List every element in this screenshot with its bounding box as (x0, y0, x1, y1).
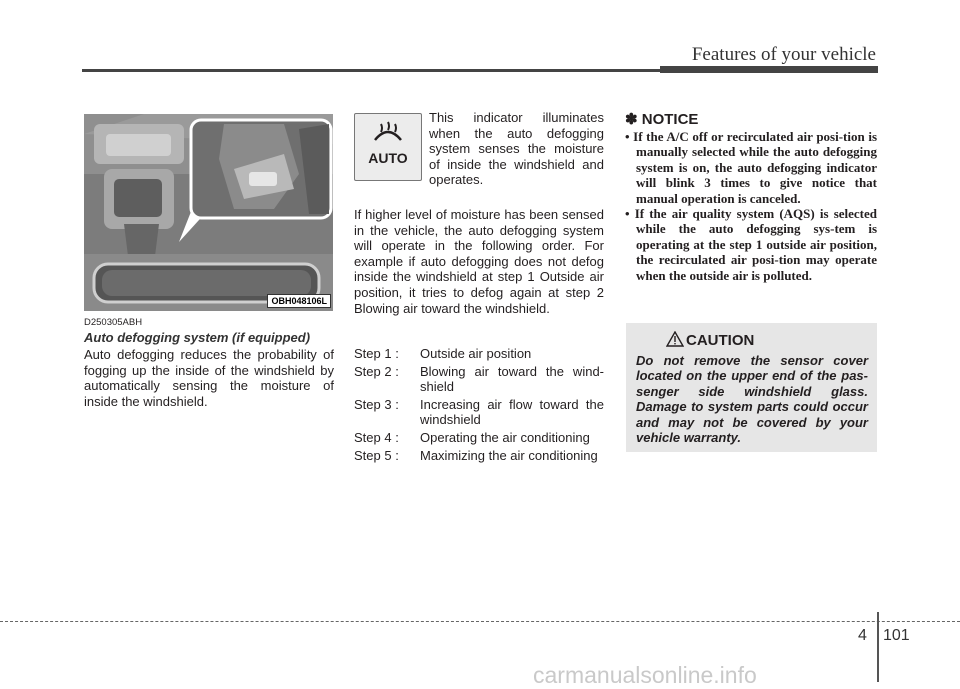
footer-divider (877, 612, 879, 682)
auto-defog-indicator (354, 113, 422, 181)
page-number: 101 (883, 627, 910, 644)
step-label: Step 3 : (354, 396, 399, 412)
notice-title: ✽ NOTICE (625, 111, 699, 128)
auto-defog-icon (355, 114, 421, 154)
caution-text: Do not remove the sensor cover located on the upper end of the pas-senger side windshield glass. Damage to system parts could occur and may not be covered by your vehicle warranty. (636, 353, 868, 446)
step-desc: Operating the air conditioning (420, 429, 590, 445)
step-label: Step 4 : (354, 429, 399, 445)
steps-list (354, 346, 604, 465)
step-desc: Outside air position (420, 346, 532, 361)
step-desc: Maximizing the air conditioning (420, 447, 598, 463)
step-item (354, 430, 604, 446)
chapter-number: 4 (858, 627, 867, 644)
step-item (354, 448, 604, 464)
caution-title: CAUTION (686, 332, 755, 349)
step-label: Step 5 : (354, 447, 399, 463)
watermark: carmanualsonline.info (533, 662, 757, 688)
rearview-mirror-figure (84, 114, 333, 311)
notice-list (625, 129, 877, 283)
notice-item: • If the A/C off or recirculated air posi-tion is manually selected while the auto defogging system is on, the auto defogging indicator will blink 3 times to give notice that manual operation is canceled. (625, 129, 877, 206)
figure-illustration (84, 114, 333, 311)
footer-rule (0, 621, 960, 622)
page-header-title: Features of your vehicle (691, 44, 876, 65)
notice-item: • If the air quality system (AQS) is selected while the auto defogging sys-tem is operating at the step 1 outside air position, the recirculated air posi-tion may operate when the outside air is polluted. (625, 206, 877, 283)
moisture-paragraph: If higher level of moisture has been sensed in the vehicle, the auto defogging system will operate in the following order. For example if auto defogging does not defog inside the windshield at step 1 Outside air position, it tries to defog again at step 2 Blowing air toward the windshield. (354, 207, 604, 316)
intro-paragraph: Auto defogging reduces the probability of fogging up the inside of the windshield by automatically sensing the moisture of inside the windshield. (84, 347, 334, 409)
section-heading: Auto defogging system (if equipped) (84, 330, 311, 345)
section-code: D250305ABH (84, 317, 143, 328)
step-label: Step 1 : (354, 346, 399, 361)
step-desc: Blowing air toward the wind-shield (420, 363, 604, 395)
step-item (354, 364, 604, 395)
step-desc: Increasing air flow toward the windshield (420, 396, 604, 428)
auto-label: AUTO (368, 150, 408, 166)
step-item (354, 346, 604, 362)
caution-box (626, 323, 877, 452)
step-label: Step 2 : (354, 363, 399, 379)
warning-triangle-icon (666, 331, 684, 347)
header-rule-accent (660, 66, 878, 73)
step-item (354, 397, 604, 428)
figure-code: OBH048106L (267, 294, 331, 308)
indicator-description: This indicator illuminates when the auto defogging system senses the moisture of inside the windshield and operates. (429, 110, 604, 188)
